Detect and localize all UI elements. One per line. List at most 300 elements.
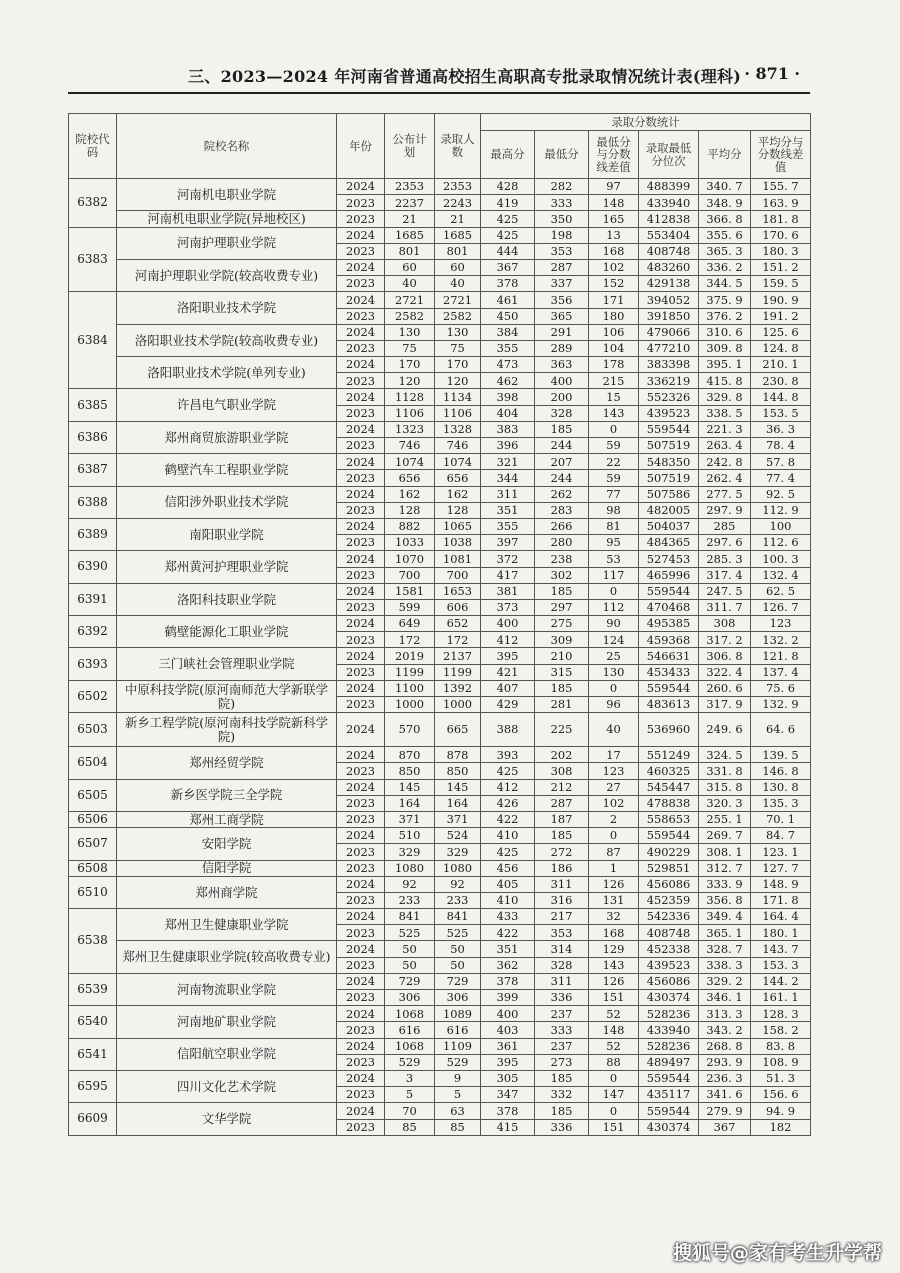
cell-min-score: 311 xyxy=(535,973,589,989)
cell-min-rank: 470468 xyxy=(639,599,699,615)
cell-avg-score: 221. 3 xyxy=(699,421,751,437)
cell-plan: 1070 xyxy=(385,551,435,567)
cell-min-score: 356 xyxy=(535,292,589,308)
institution-name: 郑州商学院 xyxy=(117,876,337,908)
cell-year: 2023 xyxy=(337,697,385,713)
cell-min-diff: 53 xyxy=(589,551,639,567)
cell-min-diff: 2 xyxy=(589,811,639,827)
page-number: · 871 · xyxy=(744,64,800,83)
cell-max-score: 415 xyxy=(481,1119,535,1135)
cell-avg-score: 322. 4 xyxy=(699,664,751,680)
cell-avg-diff: 164. 4 xyxy=(751,909,811,925)
cell-plan: 40 xyxy=(385,276,435,292)
table-row xyxy=(69,1070,811,1086)
cell-avg-score: 317. 2 xyxy=(699,632,751,648)
cell-min-rank: 527453 xyxy=(639,551,699,567)
cell-max-score: 311 xyxy=(481,486,535,502)
cell-max-score: 378 xyxy=(481,1103,535,1119)
cell-min-score: 207 xyxy=(535,454,589,470)
cell-min-score: 363 xyxy=(535,357,589,373)
cell-min-diff: 180 xyxy=(589,308,639,324)
cell-min-score: 365 xyxy=(535,308,589,324)
cell-min-rank: 529851 xyxy=(639,860,699,876)
header-score-group: 录取分数统计 xyxy=(481,114,811,131)
cell-max-score: 410 xyxy=(481,892,535,908)
page-title: 三、2023—2024 年河南省普通高校招生高职高专批录取情况统计表(理科) xyxy=(188,67,742,86)
admission-statistics-table xyxy=(68,113,811,1136)
cell-year: 2023 xyxy=(337,211,385,227)
cell-year: 2023 xyxy=(337,195,385,211)
cell-year: 2023 xyxy=(337,1087,385,1103)
cell-avg-score: 331. 8 xyxy=(699,763,751,779)
cell-year: 2023 xyxy=(337,860,385,876)
cell-year: 2024 xyxy=(337,648,385,664)
cell-avg-diff: 181. 8 xyxy=(751,211,811,227)
cell-admitted: 329 xyxy=(435,844,481,860)
cell-plan: 164 xyxy=(385,795,435,811)
cell-plan: 145 xyxy=(385,779,435,795)
cell-min-score: 280 xyxy=(535,535,589,551)
cell-min-diff: 81 xyxy=(589,518,639,534)
cell-min-rank: 559544 xyxy=(639,680,699,696)
institution-code: 6508 xyxy=(69,860,117,876)
cell-avg-score: 324. 5 xyxy=(699,747,751,763)
cell-avg-diff: 92. 5 xyxy=(751,486,811,502)
cell-plan: 1068 xyxy=(385,1038,435,1054)
institution-name: 郑州卫生健康职业学院(较高收费专业) xyxy=(117,941,337,973)
cell-admitted: 850 xyxy=(435,763,481,779)
cell-admitted: 1038 xyxy=(435,535,481,551)
cell-avg-diff: 108. 9 xyxy=(751,1054,811,1070)
cell-min-diff: 143 xyxy=(589,405,639,421)
cell-year: 2023 xyxy=(337,925,385,941)
cell-min-score: 185 xyxy=(535,680,589,696)
page-header xyxy=(68,62,810,90)
cell-year: 2023 xyxy=(337,373,385,389)
cell-min-rank: 452338 xyxy=(639,941,699,957)
cell-plan: 5 xyxy=(385,1087,435,1103)
cell-avg-diff: 123. 1 xyxy=(751,844,811,860)
cell-avg-score: 365. 3 xyxy=(699,243,751,259)
cell-avg-score: 343. 2 xyxy=(699,1022,751,1038)
cell-min-diff: 1 xyxy=(589,860,639,876)
cell-avg-score: 297. 6 xyxy=(699,535,751,551)
cell-year: 2023 xyxy=(337,844,385,860)
cell-min-score: 316 xyxy=(535,892,589,908)
institution-name: 鹤壁汽车工程职业学院 xyxy=(117,454,337,486)
cell-min-rank: 459368 xyxy=(639,632,699,648)
cell-min-rank: 453433 xyxy=(639,664,699,680)
cell-avg-diff: 135. 3 xyxy=(751,795,811,811)
table-row xyxy=(69,454,811,470)
cell-max-score: 425 xyxy=(481,763,535,779)
cell-admitted: 878 xyxy=(435,747,481,763)
institution-name: 三门峡社会管理职业学院 xyxy=(117,648,337,680)
institution-name: 河南地矿职业学院 xyxy=(117,1006,337,1038)
cell-avg-score: 415. 8 xyxy=(699,373,751,389)
institution-code: 6505 xyxy=(69,779,117,811)
cell-year: 2023 xyxy=(337,1054,385,1070)
cell-min-rank: 435117 xyxy=(639,1087,699,1103)
cell-avg-diff: 112. 6 xyxy=(751,535,811,551)
cell-avg-score: 329. 2 xyxy=(699,973,751,989)
cell-max-score: 412 xyxy=(481,779,535,795)
cell-plan: 700 xyxy=(385,567,435,583)
cell-min-score: 353 xyxy=(535,925,589,941)
table-row xyxy=(69,1038,811,1054)
cell-min-diff: 97 xyxy=(589,179,639,195)
table-row xyxy=(69,551,811,567)
cell-admitted: 60 xyxy=(435,259,481,275)
cell-max-score: 422 xyxy=(481,811,535,827)
cell-admitted: 172 xyxy=(435,632,481,648)
cell-year: 2023 xyxy=(337,811,385,827)
cell-avg-score: 263. 4 xyxy=(699,438,751,454)
cell-avg-score: 349. 4 xyxy=(699,909,751,925)
cell-min-rank: 478838 xyxy=(639,795,699,811)
cell-avg-diff: 112. 9 xyxy=(751,502,811,518)
cell-min-score: 336 xyxy=(535,990,589,1006)
cell-min-score: 187 xyxy=(535,811,589,827)
cell-min-rank: 488399 xyxy=(639,179,699,195)
institution-code: 6541 xyxy=(69,1038,117,1070)
institution-name: 河南机电职业学院 xyxy=(117,179,337,211)
cell-min-diff: 171 xyxy=(589,292,639,308)
institution-name: 南阳职业学院 xyxy=(117,518,337,550)
cell-min-rank: 495385 xyxy=(639,616,699,632)
cell-admitted: 1000 xyxy=(435,697,481,713)
cell-admitted: 2721 xyxy=(435,292,481,308)
cell-avg-score: 338. 5 xyxy=(699,405,751,421)
table-row xyxy=(69,389,811,405)
institution-code: 6507 xyxy=(69,828,117,860)
table-row xyxy=(69,211,811,227)
cell-plan: 649 xyxy=(385,616,435,632)
cell-min-rank: 430374 xyxy=(639,1119,699,1135)
cell-admitted: 1089 xyxy=(435,1006,481,1022)
cell-max-score: 393 xyxy=(481,747,535,763)
cell-avg-diff: 77. 4 xyxy=(751,470,811,486)
cell-min-diff: 87 xyxy=(589,844,639,860)
cell-min-score: 273 xyxy=(535,1054,589,1070)
cell-plan: 882 xyxy=(385,518,435,534)
cell-year: 2024 xyxy=(337,292,385,308)
cell-min-score: 262 xyxy=(535,486,589,502)
cell-min-rank: 433940 xyxy=(639,195,699,211)
cell-avg-diff: 62. 5 xyxy=(751,583,811,599)
cell-admitted: 92 xyxy=(435,876,481,892)
cell-year: 2024 xyxy=(337,876,385,892)
cell-avg-diff: 57. 8 xyxy=(751,454,811,470)
header-avg: 平均分 xyxy=(699,131,751,179)
cell-plan: 130 xyxy=(385,324,435,340)
institution-name: 安阳学院 xyxy=(117,828,337,860)
cell-admitted: 841 xyxy=(435,909,481,925)
cell-avg-diff: 123 xyxy=(751,616,811,632)
cell-max-score: 428 xyxy=(481,179,535,195)
cell-avg-diff: 124. 8 xyxy=(751,340,811,356)
cell-avg-score: 320. 3 xyxy=(699,795,751,811)
cell-admitted: 1109 xyxy=(435,1038,481,1054)
cell-min-score: 200 xyxy=(535,389,589,405)
cell-admitted: 524 xyxy=(435,828,481,844)
cell-avg-score: 328. 7 xyxy=(699,941,751,957)
cell-avg-score: 247. 5 xyxy=(699,583,751,599)
cell-min-rank: 391850 xyxy=(639,308,699,324)
cell-min-diff: 59 xyxy=(589,470,639,486)
cell-year: 2024 xyxy=(337,227,385,243)
cell-avg-diff: 128. 3 xyxy=(751,1006,811,1022)
institution-name: 四川文化艺术学院 xyxy=(117,1070,337,1102)
cell-max-score: 381 xyxy=(481,583,535,599)
institution-code: 6538 xyxy=(69,909,117,974)
cell-plan: 120 xyxy=(385,373,435,389)
institution-name: 信阳涉外职业技术学院 xyxy=(117,486,337,518)
cell-min-rank: 383398 xyxy=(639,357,699,373)
cell-max-score: 361 xyxy=(481,1038,535,1054)
cell-max-score: 351 xyxy=(481,941,535,957)
cell-admitted: 606 xyxy=(435,599,481,615)
cell-min-diff: 27 xyxy=(589,779,639,795)
cell-avg-score: 262. 4 xyxy=(699,470,751,486)
cell-min-score: 275 xyxy=(535,616,589,632)
cell-min-diff: 0 xyxy=(589,828,639,844)
table-row xyxy=(69,1006,811,1022)
cell-max-score: 378 xyxy=(481,973,535,989)
cell-max-score: 425 xyxy=(481,844,535,860)
cell-max-score: 412 xyxy=(481,632,535,648)
cell-min-score: 289 xyxy=(535,340,589,356)
cell-min-rank: 545447 xyxy=(639,779,699,795)
cell-min-rank: 430374 xyxy=(639,990,699,1006)
cell-avg-diff: 75. 6 xyxy=(751,680,811,696)
cell-plan: 1000 xyxy=(385,697,435,713)
cell-plan: 50 xyxy=(385,957,435,973)
cell-min-diff: 126 xyxy=(589,973,639,989)
cell-min-score: 238 xyxy=(535,551,589,567)
cell-plan: 233 xyxy=(385,892,435,908)
cell-avg-diff: 144. 8 xyxy=(751,389,811,405)
cell-min-rank: 408748 xyxy=(639,243,699,259)
cell-max-score: 398 xyxy=(481,389,535,405)
cell-min-diff: 168 xyxy=(589,243,639,259)
table-row xyxy=(69,179,811,195)
cell-avg-score: 338. 3 xyxy=(699,957,751,973)
cell-admitted: 1106 xyxy=(435,405,481,421)
institution-name: 鹤壁能源化工职业学院 xyxy=(117,616,337,648)
table-row xyxy=(69,909,811,925)
cell-avg-diff: 190. 9 xyxy=(751,292,811,308)
cell-min-diff: 129 xyxy=(589,941,639,957)
cell-max-score: 344 xyxy=(481,470,535,486)
cell-avg-diff: 153. 5 xyxy=(751,405,811,421)
cell-admitted: 1065 xyxy=(435,518,481,534)
cell-max-score: 433 xyxy=(481,909,535,925)
cell-avg-diff: 121. 8 xyxy=(751,648,811,664)
institution-code: 6609 xyxy=(69,1103,117,1135)
table-row xyxy=(69,518,811,534)
cell-plan: 1581 xyxy=(385,583,435,599)
cell-avg-diff: 84. 7 xyxy=(751,828,811,844)
institution-code: 6389 xyxy=(69,518,117,550)
institution-code: 6504 xyxy=(69,747,117,779)
cell-plan: 60 xyxy=(385,259,435,275)
cell-max-score: 422 xyxy=(481,925,535,941)
cell-min-rank: 528236 xyxy=(639,1006,699,1022)
cell-admitted: 1074 xyxy=(435,454,481,470)
cell-max-score: 404 xyxy=(481,405,535,421)
table-row xyxy=(69,324,811,340)
cell-max-score: 362 xyxy=(481,957,535,973)
table-row xyxy=(69,860,811,876)
cell-year: 2023 xyxy=(337,308,385,324)
cell-year: 2024 xyxy=(337,1006,385,1022)
cell-admitted: 85 xyxy=(435,1119,481,1135)
cell-admitted: 130 xyxy=(435,324,481,340)
cell-min-rank: 456086 xyxy=(639,973,699,989)
cell-plan: 1199 xyxy=(385,664,435,680)
cell-min-score: 350 xyxy=(535,211,589,227)
cell-avg-score: 308 xyxy=(699,616,751,632)
cell-min-diff: 102 xyxy=(589,795,639,811)
cell-min-score: 308 xyxy=(535,763,589,779)
cell-min-score: 185 xyxy=(535,1070,589,1086)
cell-min-rank: 433940 xyxy=(639,1022,699,1038)
institution-code: 6506 xyxy=(69,811,117,827)
institution-name: 河南护理职业学院(较高收费专业) xyxy=(117,259,337,291)
cell-plan: 2237 xyxy=(385,195,435,211)
cell-year: 2023 xyxy=(337,664,385,680)
cell-admitted: 1685 xyxy=(435,227,481,243)
cell-max-score: 425 xyxy=(481,227,535,243)
cell-max-score: 395 xyxy=(481,648,535,664)
cell-min-diff: 25 xyxy=(589,648,639,664)
cell-max-score: 355 xyxy=(481,340,535,356)
cell-avg-score: 356. 8 xyxy=(699,892,751,908)
cell-plan: 50 xyxy=(385,941,435,957)
table-row xyxy=(69,876,811,892)
cell-plan: 21 xyxy=(385,211,435,227)
cell-min-diff: 52 xyxy=(589,1006,639,1022)
cell-admitted: 128 xyxy=(435,502,481,518)
cell-year: 2023 xyxy=(337,632,385,648)
institution-name: 信阳航空职业学院 xyxy=(117,1038,337,1070)
cell-min-diff: 165 xyxy=(589,211,639,227)
cell-max-score: 384 xyxy=(481,324,535,340)
cell-max-score: 462 xyxy=(481,373,535,389)
cell-plan: 70 xyxy=(385,1103,435,1119)
table-row xyxy=(69,680,811,696)
institution-code: 6386 xyxy=(69,421,117,453)
cell-plan: 306 xyxy=(385,990,435,1006)
cell-avg-score: 317. 9 xyxy=(699,697,751,713)
institution-code: 6539 xyxy=(69,973,117,1005)
cell-min-rank: 336219 xyxy=(639,373,699,389)
cell-min-diff: 131 xyxy=(589,892,639,908)
cell-plan: 170 xyxy=(385,357,435,373)
cell-plan: 529 xyxy=(385,1054,435,1070)
table-row xyxy=(69,1103,811,1119)
cell-min-rank: 489497 xyxy=(639,1054,699,1070)
table-row xyxy=(69,648,811,664)
cell-min-rank: 394052 xyxy=(639,292,699,308)
cell-min-diff: 0 xyxy=(589,680,639,696)
header-name: 院校名称 xyxy=(117,114,337,179)
cell-admitted: 529 xyxy=(435,1054,481,1070)
cell-min-diff: 59 xyxy=(589,438,639,454)
cell-plan: 599 xyxy=(385,599,435,615)
institution-code: 6391 xyxy=(69,583,117,615)
cell-min-score: 287 xyxy=(535,795,589,811)
header-min: 最低分 xyxy=(535,131,589,179)
cell-avg-score: 395. 1 xyxy=(699,357,751,373)
cell-avg-diff: 83. 8 xyxy=(751,1038,811,1054)
cell-min-rank: 456086 xyxy=(639,876,699,892)
institution-name: 许昌电气职业学院 xyxy=(117,389,337,421)
cell-plan: 1080 xyxy=(385,860,435,876)
cell-max-score: 405 xyxy=(481,876,535,892)
cell-min-diff: 17 xyxy=(589,747,639,763)
institution-code: 6393 xyxy=(69,648,117,680)
cell-year: 2024 xyxy=(337,941,385,957)
cell-min-rank: 412838 xyxy=(639,211,699,227)
cell-avg-score: 279. 9 xyxy=(699,1103,751,1119)
cell-plan: 2721 xyxy=(385,292,435,308)
cell-min-rank: 559544 xyxy=(639,828,699,844)
cell-min-rank: 477210 xyxy=(639,340,699,356)
cell-avg-diff: 126. 7 xyxy=(751,599,811,615)
cell-max-score: 456 xyxy=(481,860,535,876)
cell-avg-score: 255. 1 xyxy=(699,811,751,827)
cell-max-score: 400 xyxy=(481,616,535,632)
cell-avg-diff: 94. 9 xyxy=(751,1103,811,1119)
cell-max-score: 429 xyxy=(481,697,535,713)
cell-year: 2023 xyxy=(337,243,385,259)
cell-avg-diff: 132. 4 xyxy=(751,567,811,583)
cell-plan: 371 xyxy=(385,811,435,827)
header-min-rank: 录取最低分位次 xyxy=(639,131,699,179)
cell-year: 2024 xyxy=(337,747,385,763)
cell-min-rank: 542336 xyxy=(639,909,699,925)
cell-admitted: 1080 xyxy=(435,860,481,876)
cell-year: 2024 xyxy=(337,616,385,632)
cell-avg-score: 315. 8 xyxy=(699,779,751,795)
cell-avg-diff: 100 xyxy=(751,518,811,534)
table-row xyxy=(69,259,811,275)
cell-max-score: 400 xyxy=(481,1006,535,1022)
cell-admitted: 9 xyxy=(435,1070,481,1086)
cell-year: 2024 xyxy=(337,713,385,747)
cell-plan: 162 xyxy=(385,486,435,502)
cell-max-score: 417 xyxy=(481,567,535,583)
cell-admitted: 801 xyxy=(435,243,481,259)
cell-admitted: 50 xyxy=(435,941,481,957)
cell-max-score: 372 xyxy=(481,551,535,567)
cell-admitted: 2137 xyxy=(435,648,481,664)
cell-plan: 870 xyxy=(385,747,435,763)
table-row xyxy=(69,779,811,795)
cell-year: 2024 xyxy=(337,518,385,534)
cell-plan: 841 xyxy=(385,909,435,925)
cell-avg-diff: 230. 8 xyxy=(751,373,811,389)
cell-avg-diff: 171. 8 xyxy=(751,892,811,908)
cell-admitted: 2243 xyxy=(435,195,481,211)
cell-min-rank: 452359 xyxy=(639,892,699,908)
cell-avg-diff: 130. 8 xyxy=(751,779,811,795)
cell-avg-score: 269. 7 xyxy=(699,828,751,844)
cell-admitted: 233 xyxy=(435,892,481,908)
header-avg-diff: 平均分与分数线差值 xyxy=(751,131,811,179)
